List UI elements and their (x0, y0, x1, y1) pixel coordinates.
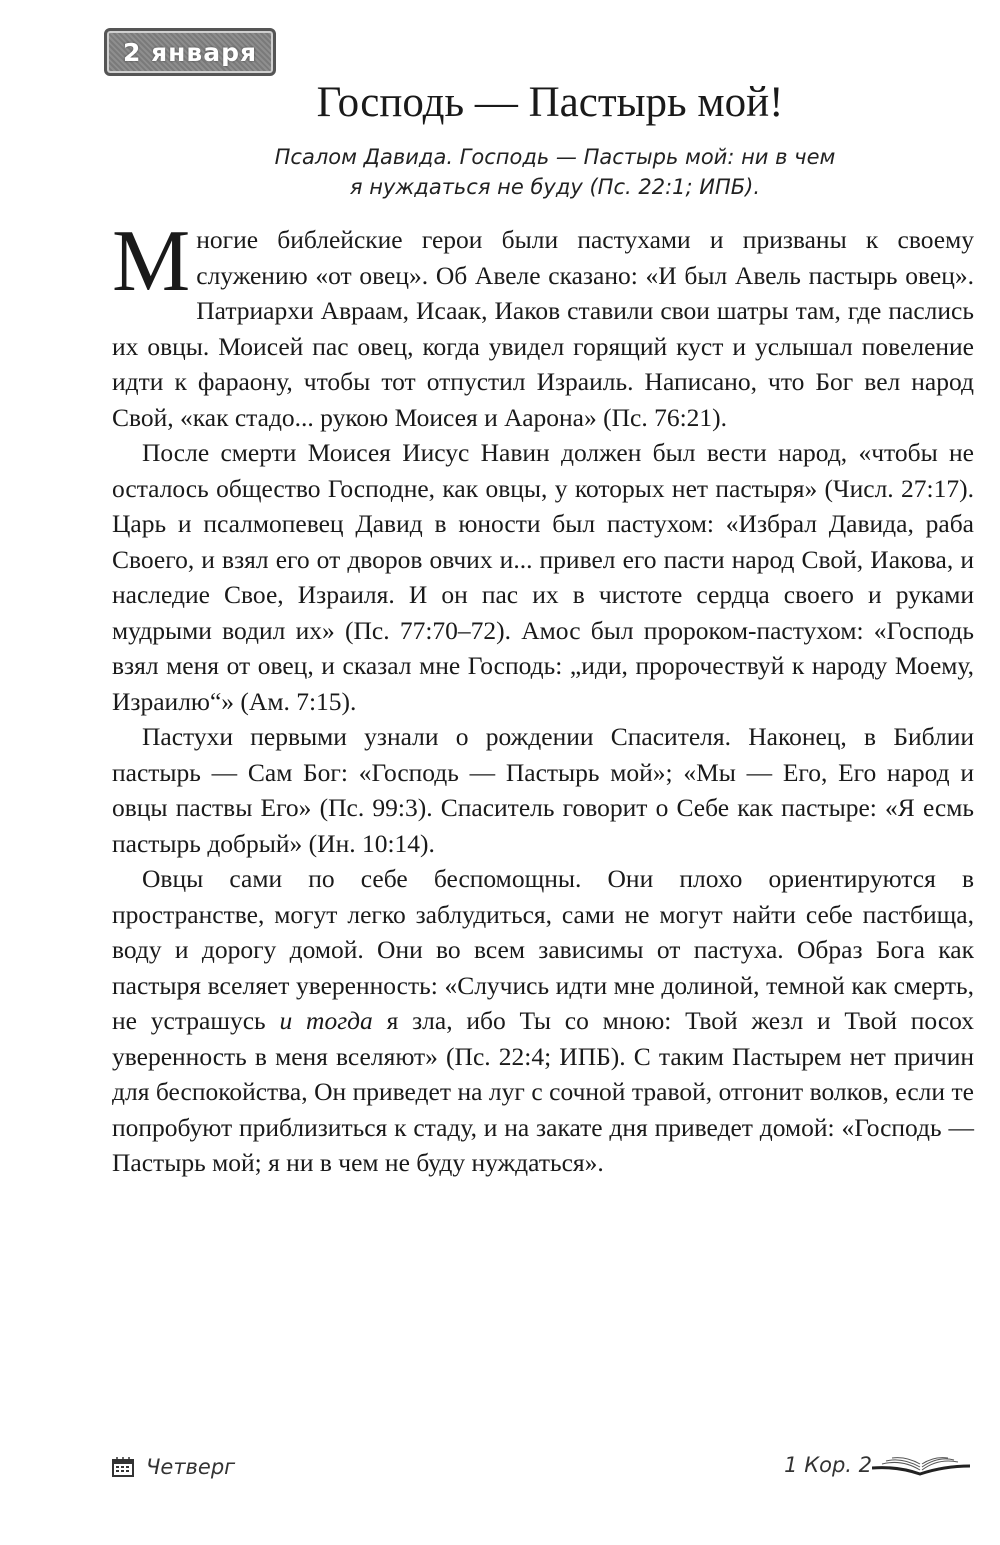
paragraph-2: После смерти Моисея Иисус Навин должен был вести народ, «чтобы не осталось общество Господне, как овцы, у которых нет пастыря» (Числ. 27:17). Царь и псалмопевец Давид в юности был пастухом: «Избрал Давида, раба Своего, и взял его от дворов овчих и... привел его пасти народ Свой, Иакова, и наследие Свое, Израиля. И он пас их в чистоте сердца своего и руками мудрыми водил их» (Пс. 77:70–72). Амос был пророком-пастухом: «Господь взял меня от овец, и сказал мне Господь: „иди, пророчествуй к народу Моему, Израилю“» (Ам. 7:15). (112, 438, 974, 716)
date-badge: 2 января (104, 28, 276, 76)
weekday-label: Четверг (146, 1455, 236, 1479)
drop-cap: М (112, 213, 191, 310)
open-book-icon (872, 1454, 972, 1476)
epigraph-line-1: Псалом Давида. Господь — Пастырь мой: ни в чем (274, 145, 836, 169)
paragraph-3: Пастухи первыми узнали о рождении Спасителя. Наконец, в Библии пастырь — Сам Бог: «Господь — Пастырь мой»; «Мы — Его, Его народ и овцы паствы Его» (Пс. 99:3). Спаситель говорит о Себе как пастыре: «Я есмь пастырь добрый» (Ин. 10:14). (112, 722, 974, 858)
footer-weekday (112, 1455, 235, 1479)
paragraph-4: Овцы сами по себе беспомощны. Они плохо ориентируются в пространстве, могут легко заблудиться, сами не могут найти себе пастбища, воду и дорогу домой. Они во всем зависимы от пастуха. Образ Бога как пастыря вселяет уверенность: «Случись идти мне долиной, темной как смерть, не устрашусь и тогда я зла, ибо Ты со мною: Твой жезл и Твой посох уверенность в меня вселяют» (Пс. 22:4; ИПБ). С таким Пастырем нет причин для беспокойства, Он приведет на луг с сочной травой, отгонит волков, если те попробуют приблизиться к стаду, и на закате дня приведет домой: «Господь — Пастырь мой; я ни в чем не буду нуждаться». (112, 864, 975, 1177)
italic-phrase: и тогда (279, 1006, 373, 1035)
article-body (112, 213, 975, 1181)
page-title: Господь — Пастырь мой! (316, 79, 784, 126)
paragraph-1: Многие библейские герои были пастухами и призваны к своему служению «от овец». Об Авеле сказано: «И был Авель пастырь овец». Патриархи Авраам, Исаак, Иаков ставили свои шатры там, где паслись их овцы. Моисей пас овец, когда увидел горящий куст и услышал повеление идти к фараону, чтобы тот отпустил Израиль. Написано, что Бог вел народ Свой, «как стадо... рукою Моисея и Аарона» (Пс. 76:21). (112, 213, 974, 432)
footer-reading (784, 1453, 972, 1477)
calendar-icon (112, 1457, 134, 1477)
epigraph (230, 142, 880, 202)
epigraph-line-2: я нуждаться не буду (Пс. 22:1; ИПБ). (349, 175, 761, 199)
reading-reference: 1 Кор. 2 (784, 1453, 872, 1477)
